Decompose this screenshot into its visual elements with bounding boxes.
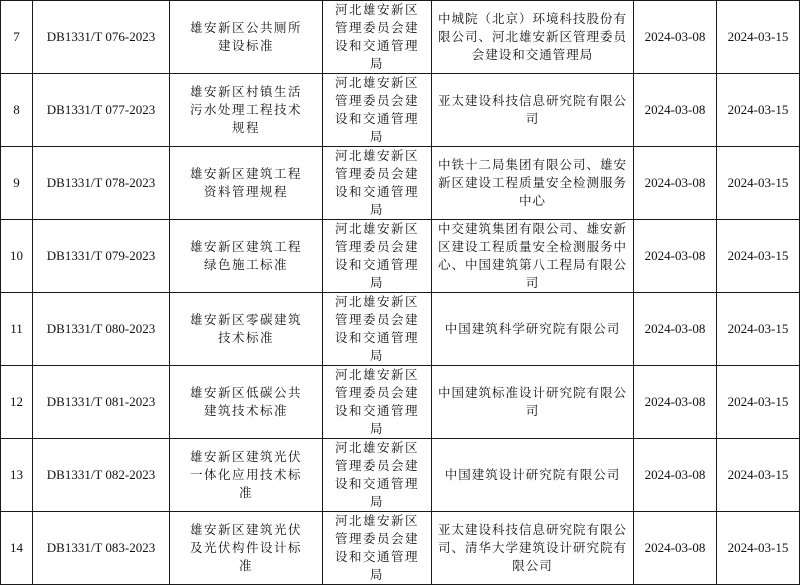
row-number: 9 bbox=[1, 147, 33, 220]
implement-date: 2024-03-15 bbox=[717, 147, 800, 220]
standard-name: 雄安新区建筑工程资料管理规程 bbox=[170, 147, 323, 220]
standard-code: DB1331/T 079-2023 bbox=[33, 220, 170, 293]
row-number: 11 bbox=[1, 293, 33, 366]
drafting-units: 亚太建设科技信息研究院有限公司 bbox=[432, 74, 634, 147]
implement-date: 2024-03-15 bbox=[717, 74, 800, 147]
publish-date: 2024-03-08 bbox=[634, 220, 717, 293]
drafting-units: 中铁十二局集团有限公司、雄安新区建设工程质量安全检测服务中心 bbox=[432, 147, 634, 220]
publish-date: 2024-03-08 bbox=[634, 147, 717, 220]
publish-date: 2024-03-08 bbox=[634, 1, 717, 74]
standard-code: DB1331/T 081-2023 bbox=[33, 366, 170, 439]
standard-name: 雄安新区零碳建筑技术标准 bbox=[170, 293, 323, 366]
implement-date: 2024-03-15 bbox=[717, 220, 800, 293]
standard-name: 雄安新区低碳公共建筑技术标准 bbox=[170, 366, 323, 439]
implement-date: 2024-03-15 bbox=[717, 366, 800, 439]
publish-date: 2024-03-08 bbox=[634, 512, 717, 585]
publish-date: 2024-03-08 bbox=[634, 366, 717, 439]
drafting-units: 中国建筑标准设计研究院有限公司 bbox=[432, 366, 634, 439]
table-row bbox=[1, 366, 800, 439]
publish-date: 2024-03-08 bbox=[634, 74, 717, 147]
table-row bbox=[1, 512, 800, 585]
standard-name: 雄安新区建筑光伏及光伏构件设计标准 bbox=[170, 512, 323, 585]
table-row bbox=[1, 220, 800, 293]
standard-code: DB1331/T 077-2023 bbox=[33, 74, 170, 147]
standard-code: DB1331/T 076-2023 bbox=[33, 1, 170, 74]
responsible-org: 河北雄安新区管理委员会建设和交通管理局 bbox=[323, 74, 432, 147]
standard-name: 雄安新区公共厕所建设标准 bbox=[170, 1, 323, 74]
standard-code: DB1331/T 083-2023 bbox=[33, 512, 170, 585]
drafting-units: 亚太建设科技信息研究院有限公司、清华大学建筑设计研究院有限公司 bbox=[432, 512, 634, 585]
drafting-units: 中交建筑集团有限公司、雄安新区建设工程质量安全检测服务中心、中国建筑第八工程局有限公司 bbox=[432, 220, 634, 293]
table-row bbox=[1, 293, 800, 366]
responsible-org: 河北雄安新区管理委员会建设和交通管理局 bbox=[323, 366, 432, 439]
row-number: 14 bbox=[1, 512, 33, 585]
standard-code: DB1331/T 078-2023 bbox=[33, 147, 170, 220]
row-number: 8 bbox=[1, 74, 33, 147]
implement-date: 2024-03-15 bbox=[717, 512, 800, 585]
implement-date: 2024-03-15 bbox=[717, 1, 800, 74]
row-number: 10 bbox=[1, 220, 33, 293]
responsible-org: 河北雄安新区管理委员会建设和交通管理局 bbox=[323, 293, 432, 366]
drafting-units: 中城院（北京）环境科技股份有限公司、河北雄安新区管理委员会建设和交通管理局 bbox=[432, 1, 634, 74]
standard-code: DB1331/T 080-2023 bbox=[33, 293, 170, 366]
table-row bbox=[1, 147, 800, 220]
row-number: 13 bbox=[1, 439, 33, 512]
table-row bbox=[1, 439, 800, 512]
publish-date: 2024-03-08 bbox=[634, 293, 717, 366]
publish-date: 2024-03-08 bbox=[634, 439, 717, 512]
standard-name: 雄安新区村镇生活污水处理工程技术规程 bbox=[170, 74, 323, 147]
implement-date: 2024-03-15 bbox=[717, 293, 800, 366]
responsible-org: 河北雄安新区管理委员会建设和交通管理局 bbox=[323, 512, 432, 585]
table-row bbox=[1, 1, 800, 74]
responsible-org: 河北雄安新区管理委员会建设和交通管理局 bbox=[323, 147, 432, 220]
responsible-org: 河北雄安新区管理委员会建设和交通管理局 bbox=[323, 439, 432, 512]
table-row bbox=[1, 74, 800, 147]
standard-name: 雄安新区建筑工程绿色施工标准 bbox=[170, 220, 323, 293]
drafting-units: 中国建筑科学研究院有限公司 bbox=[432, 293, 634, 366]
responsible-org: 河北雄安新区管理委员会建设和交通管理局 bbox=[323, 1, 432, 74]
drafting-units: 中国建筑设计研究院有限公司 bbox=[432, 439, 634, 512]
implement-date: 2024-03-15 bbox=[717, 439, 800, 512]
row-number: 12 bbox=[1, 366, 33, 439]
row-number: 7 bbox=[1, 1, 33, 74]
responsible-org: 河北雄安新区管理委员会建设和交通管理局 bbox=[323, 220, 432, 293]
standard-code: DB1331/T 082-2023 bbox=[33, 439, 170, 512]
standard-name: 雄安新区建筑光伏一体化应用技术标准 bbox=[170, 439, 323, 512]
